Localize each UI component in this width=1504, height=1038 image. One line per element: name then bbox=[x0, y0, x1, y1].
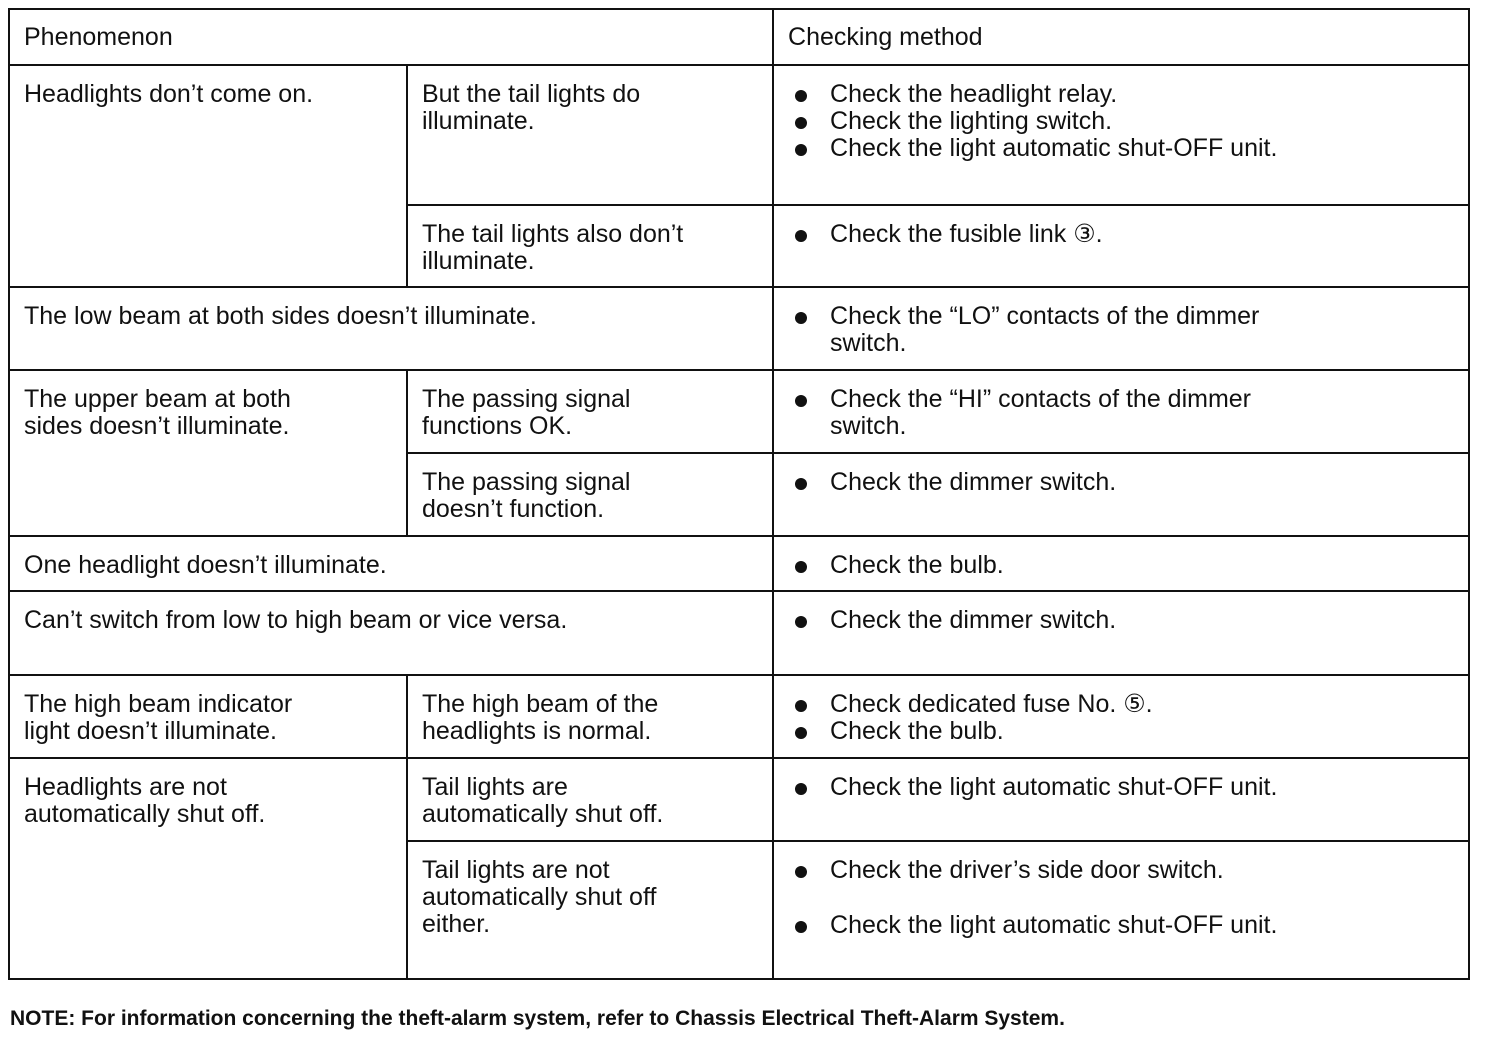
check-item: Check the dimmer switch. bbox=[830, 469, 1454, 496]
check-item: Check the bulb. bbox=[830, 718, 1454, 745]
condition-cell: Tail lights are not automatically shut off either. bbox=[407, 841, 773, 979]
phenomenon-cell: The low beam at both sides doesn’t illuminate. bbox=[9, 287, 773, 370]
checking-cell bbox=[773, 591, 1469, 675]
phenomenon-cell: The high beam indicator light doesn’t illuminate. bbox=[9, 675, 407, 758]
table-row bbox=[9, 675, 1469, 758]
checking-cell bbox=[773, 536, 1469, 591]
phenomenon-cell: The upper beam at both sides doesn’t illuminate. bbox=[9, 370, 407, 536]
table-row bbox=[9, 287, 1469, 370]
phenomenon-cell: Headlights don’t come on. bbox=[9, 65, 407, 287]
checking-cell bbox=[773, 675, 1469, 758]
condition-cell: The high beam of the headlights is normal. bbox=[407, 675, 773, 758]
check-item: Check the lighting switch. bbox=[830, 108, 1454, 135]
check-item: Check the fusible link ③. bbox=[830, 221, 1454, 248]
check-item: Check the “LO” contacts of the dimmer switch. bbox=[830, 303, 1454, 357]
header-checking-method: Checking method bbox=[773, 9, 1469, 65]
footnote: NOTE: For information concerning the theft-alarm system, refer to Chassis Electrical Theft-Alarm System. bbox=[10, 1007, 1065, 1030]
phenomenon-cell: Headlights are not automatically shut off. bbox=[9, 758, 407, 979]
table-row bbox=[9, 758, 1469, 841]
table-row bbox=[9, 536, 1469, 591]
check-item: Check the light automatic shut-OFF unit. bbox=[830, 912, 1454, 939]
table-row bbox=[9, 65, 1469, 205]
check-item: Check the light automatic shut-OFF unit. bbox=[830, 135, 1454, 162]
checking-cell bbox=[773, 65, 1469, 205]
condition-cell: The passing signal functions OK. bbox=[407, 370, 773, 453]
check-item: Check the light automatic shut-OFF unit. bbox=[830, 774, 1454, 801]
troubleshooting-table bbox=[8, 8, 1470, 980]
phenomenon-cell: One headlight doesn’t illuminate. bbox=[9, 536, 773, 591]
condition-cell: Tail lights are automatically shut off. bbox=[407, 758, 773, 841]
checking-cell bbox=[773, 287, 1469, 370]
checking-cell bbox=[773, 758, 1469, 841]
condition-cell: The passing signal doesn’t function. bbox=[407, 453, 773, 536]
condition-cell: But the tail lights do illuminate. bbox=[407, 65, 773, 205]
check-item: Check dedicated fuse No. ⑤. bbox=[830, 691, 1454, 718]
header-phenomenon: Phenomenon bbox=[9, 9, 773, 65]
checking-cell bbox=[773, 841, 1469, 979]
check-item: Check the headlight relay. bbox=[830, 81, 1454, 108]
checking-cell bbox=[773, 370, 1469, 453]
phenomenon-cell: Can’t switch from low to high beam or vice versa. bbox=[9, 591, 773, 675]
check-item: Check the “HI” contacts of the dimmer switch. bbox=[830, 386, 1454, 440]
checking-cell bbox=[773, 205, 1469, 287]
check-item: Check the driver’s side door switch. bbox=[830, 857, 1454, 884]
table-row bbox=[9, 370, 1469, 453]
check-item: Check the dimmer switch. bbox=[830, 607, 1454, 634]
header-row bbox=[9, 9, 1469, 65]
condition-cell: The tail lights also don’t illuminate. bbox=[407, 205, 773, 287]
check-item: Check the bulb. bbox=[830, 552, 1454, 579]
table-row bbox=[9, 591, 1469, 675]
checking-cell bbox=[773, 453, 1469, 536]
